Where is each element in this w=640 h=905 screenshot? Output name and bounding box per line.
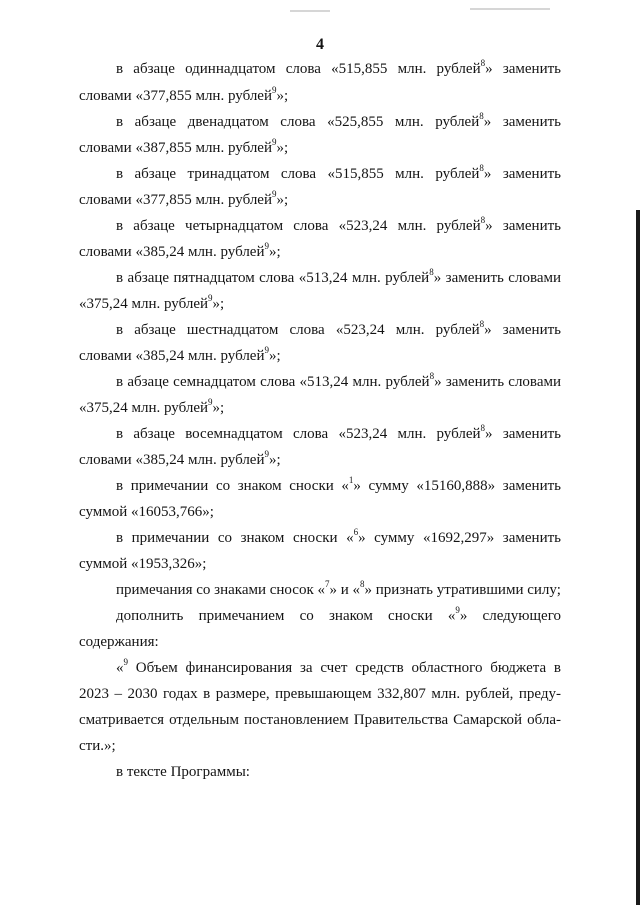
page-number: 4 xyxy=(316,36,324,53)
text-line: в тексте Программы: xyxy=(116,764,250,780)
text-line: в абзаце шестнадцатом слова «523,24 млн. рублей$^8$» заменить xyxy=(116,319,561,338)
text-line: словами «385,24 млн. рублей$^9$»; xyxy=(79,241,281,260)
text-line: словами «385,24 млн. рублей$^9$»; xyxy=(79,345,281,364)
text-line: «375,24 млн. рублей$^9$»; xyxy=(79,397,225,416)
text-line: в абзаце четырнадцатом слова «523,24 млн. рублей$^8$» заменить xyxy=(116,215,561,234)
text-line: суммой «16053,766»; xyxy=(79,504,214,520)
text-line: словами «385,24 млн. рублей$^9$»; xyxy=(79,449,281,468)
scan-artifact xyxy=(290,10,330,12)
scan-edge-bar xyxy=(636,210,640,905)
text-line: в примечании со знаком сноски «$^1$» сумму «15160,888» заменить xyxy=(116,475,561,494)
text-line: в абзаце пятнадцатом слова «513,24 млн. рублей$^8$» заменить словами xyxy=(116,267,562,286)
text-line: дополнить примечанием со знаком сноски «$^9$» следующего xyxy=(116,605,561,624)
text-line: сти.»; xyxy=(79,738,116,754)
text-line: суммой «1953,326»; xyxy=(79,556,207,572)
text-line: в абзаце двенадцатом слова «525,855 млн. рублей$^8$» заменить xyxy=(116,111,562,130)
text-line: «375,24 млн. рублей$^9$»; xyxy=(79,293,225,312)
text-line: в абзаце восемнадцатом слова «523,24 млн. рублей$^8$» заменить xyxy=(116,423,562,442)
text-line: в абзаце семнадцатом слова «513,24 млн. рублей$^8$» заменить словами xyxy=(116,371,561,390)
text-line: в абзаце тринадцатом слова «515,855 млн. рублей$^8$» заменить xyxy=(116,163,562,182)
text-line: в примечании со знаком сноски «$^6$» сумму «1692,297» заменить xyxy=(116,527,561,546)
text-line: словами «377,855 млн. рублей$^9$»; xyxy=(79,85,289,104)
scan-artifact xyxy=(470,8,550,10)
text-line: словами «387,855 млн. рублей$^9$»; xyxy=(79,137,289,156)
text-line: словами «377,855 млн. рублей$^9$»; xyxy=(79,189,289,208)
text-line: «$^9$ Объем финансирования за счет средств областного бюджета в xyxy=(116,657,561,676)
text-line: содержания: xyxy=(79,634,159,650)
text-line: 2023 – 2030 годах в размере, превышающем 332,807 млн. рублей, преду- xyxy=(79,686,561,702)
text-line: примечания со знаками сносок «$^7$» и «$^8$» признать утратившими силу; xyxy=(116,579,561,598)
text-line: сматривается отдельным постановлением Правительства Самарской обла- xyxy=(79,712,561,728)
text-line: в абзаце одиннадцатом слова «515,855 млн. рублей$^8$» заменить xyxy=(116,58,562,77)
